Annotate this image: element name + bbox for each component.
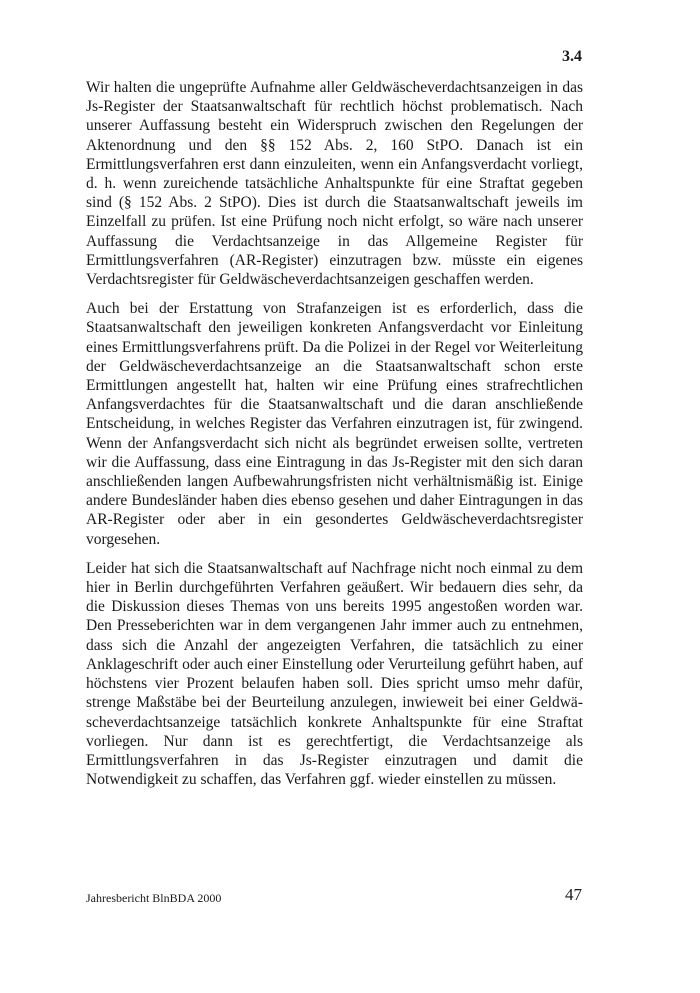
- paragraph-1: Wir halten die ungeprüfte Aufnahme aller Geldwäscheverdachtsanzeigen in das Js-Register der Staatsanwaltschaft für rechtlich höchst problematisch. Nach unserer Auffassung besteht ein Widerspruch zwischen den Regelungen der Aktenordnung und den §§ 152 Abs. 2, 160 StPO. Danach ist ein Ermittlungsverfahren erst dann einzuleiten, wenn ein Anfangsverdacht vorliegt, d. h. wenn zureichende tatsächliche Anhaltspunkte für eine Straftat gegeben sind (§ 152 Abs. 2 StPO). Dies ist durch die Staatsanwaltschaft jeweils im Einzelfall zu prüfen. Ist eine Prüfung noch nicht erfolgt, so wäre nach unserer Auffassung die Verdachtsanzeige in das Allgemeine Register für Ermittlungsverfahren (AR-Register) einzutragen bzw. müsste ein eigenes Verdachtsregister für Geldwäscheverdachtsanzeigen geschaffen werden.: [86, 79, 583, 289]
- paragraph-3: Leider hat sich die Staatsanwaltschaft auf Nachfrage nicht noch einmal zu dem hier in Berlin durchgeführten Verfahren geäußert. Wir bedauern dies sehr, da die Diskussion dieses Themas von uns bereits 1995 angestoßen worden war. Den Presseberichten war in dem vergangenen Jahr immer auch zu entnehmen, dass sich die Anzahl der angezeigten Verfahren, die tatsächlich zu einer Anklageschrift oder auch einer Einstellung oder Verurteilung geführt haben, auf höchstens vier Prozent belaufen haben soll. Dies spricht umso mehr dafür, strenge Maßstäbe bei der Beurteilung anzulegen, inwieweit bei einer Geldwäscheverdachtsanzeige tatsächlich konkrete Anhaltspunkte für eine Straftat vorliegen. Nur dann ist es gerechtfertigt, die Verdachtsanzeige als Ermittlungsverfahren in das Js-Register einzutragen und damit die Notwendigkeit zu schaffen, das Verfahren ggf. wieder einstellen zu müssen.: [86, 559, 583, 789]
- body-text: [86, 78, 583, 789]
- footer-publication: Jahresbericht BlnBDA 2000: [86, 891, 222, 905]
- paragraph-2: Auch bei der Erstattung von Strafanzeigen ist es erforderlich, dass die Staatsanwaltschaft den jeweiligen konkreten Anfangsverdacht vor Einleitung eines Ermittlungsverfahrens prüft. Da die Polizei in der Regel vor Weiterleitung der Geldwäscheverdachtsanzeige an die Staatsanwaltschaft schon erste Ermittlungen angestellt hat, halten wir eine Prüfung eines strafrechtlichen Anfangsverdachtes für die Staatsanwaltschaft und die daran anschließende Entscheidung, in welches Register das Verfahren einzutragen ist, für zwingend. Wenn der Anfangsverdacht sich nicht als begründet erweisen sollte, vertreten wir die Auffassung, dass eine Eintragung in das Js-Register mit den sich daran anschließenden langen Aufbewahrungsfristen nicht verhältnismäßig ist. Einige andere Bundesländer haben dies ebenso gesehen und daher Eintragungen in das AR-Register oder aber in ein gesondertes Geldwäscheverdachtsregister vorgesehen.: [86, 300, 583, 548]
- section-number: 3.4: [562, 48, 582, 65]
- page-number: 47: [565, 885, 582, 904]
